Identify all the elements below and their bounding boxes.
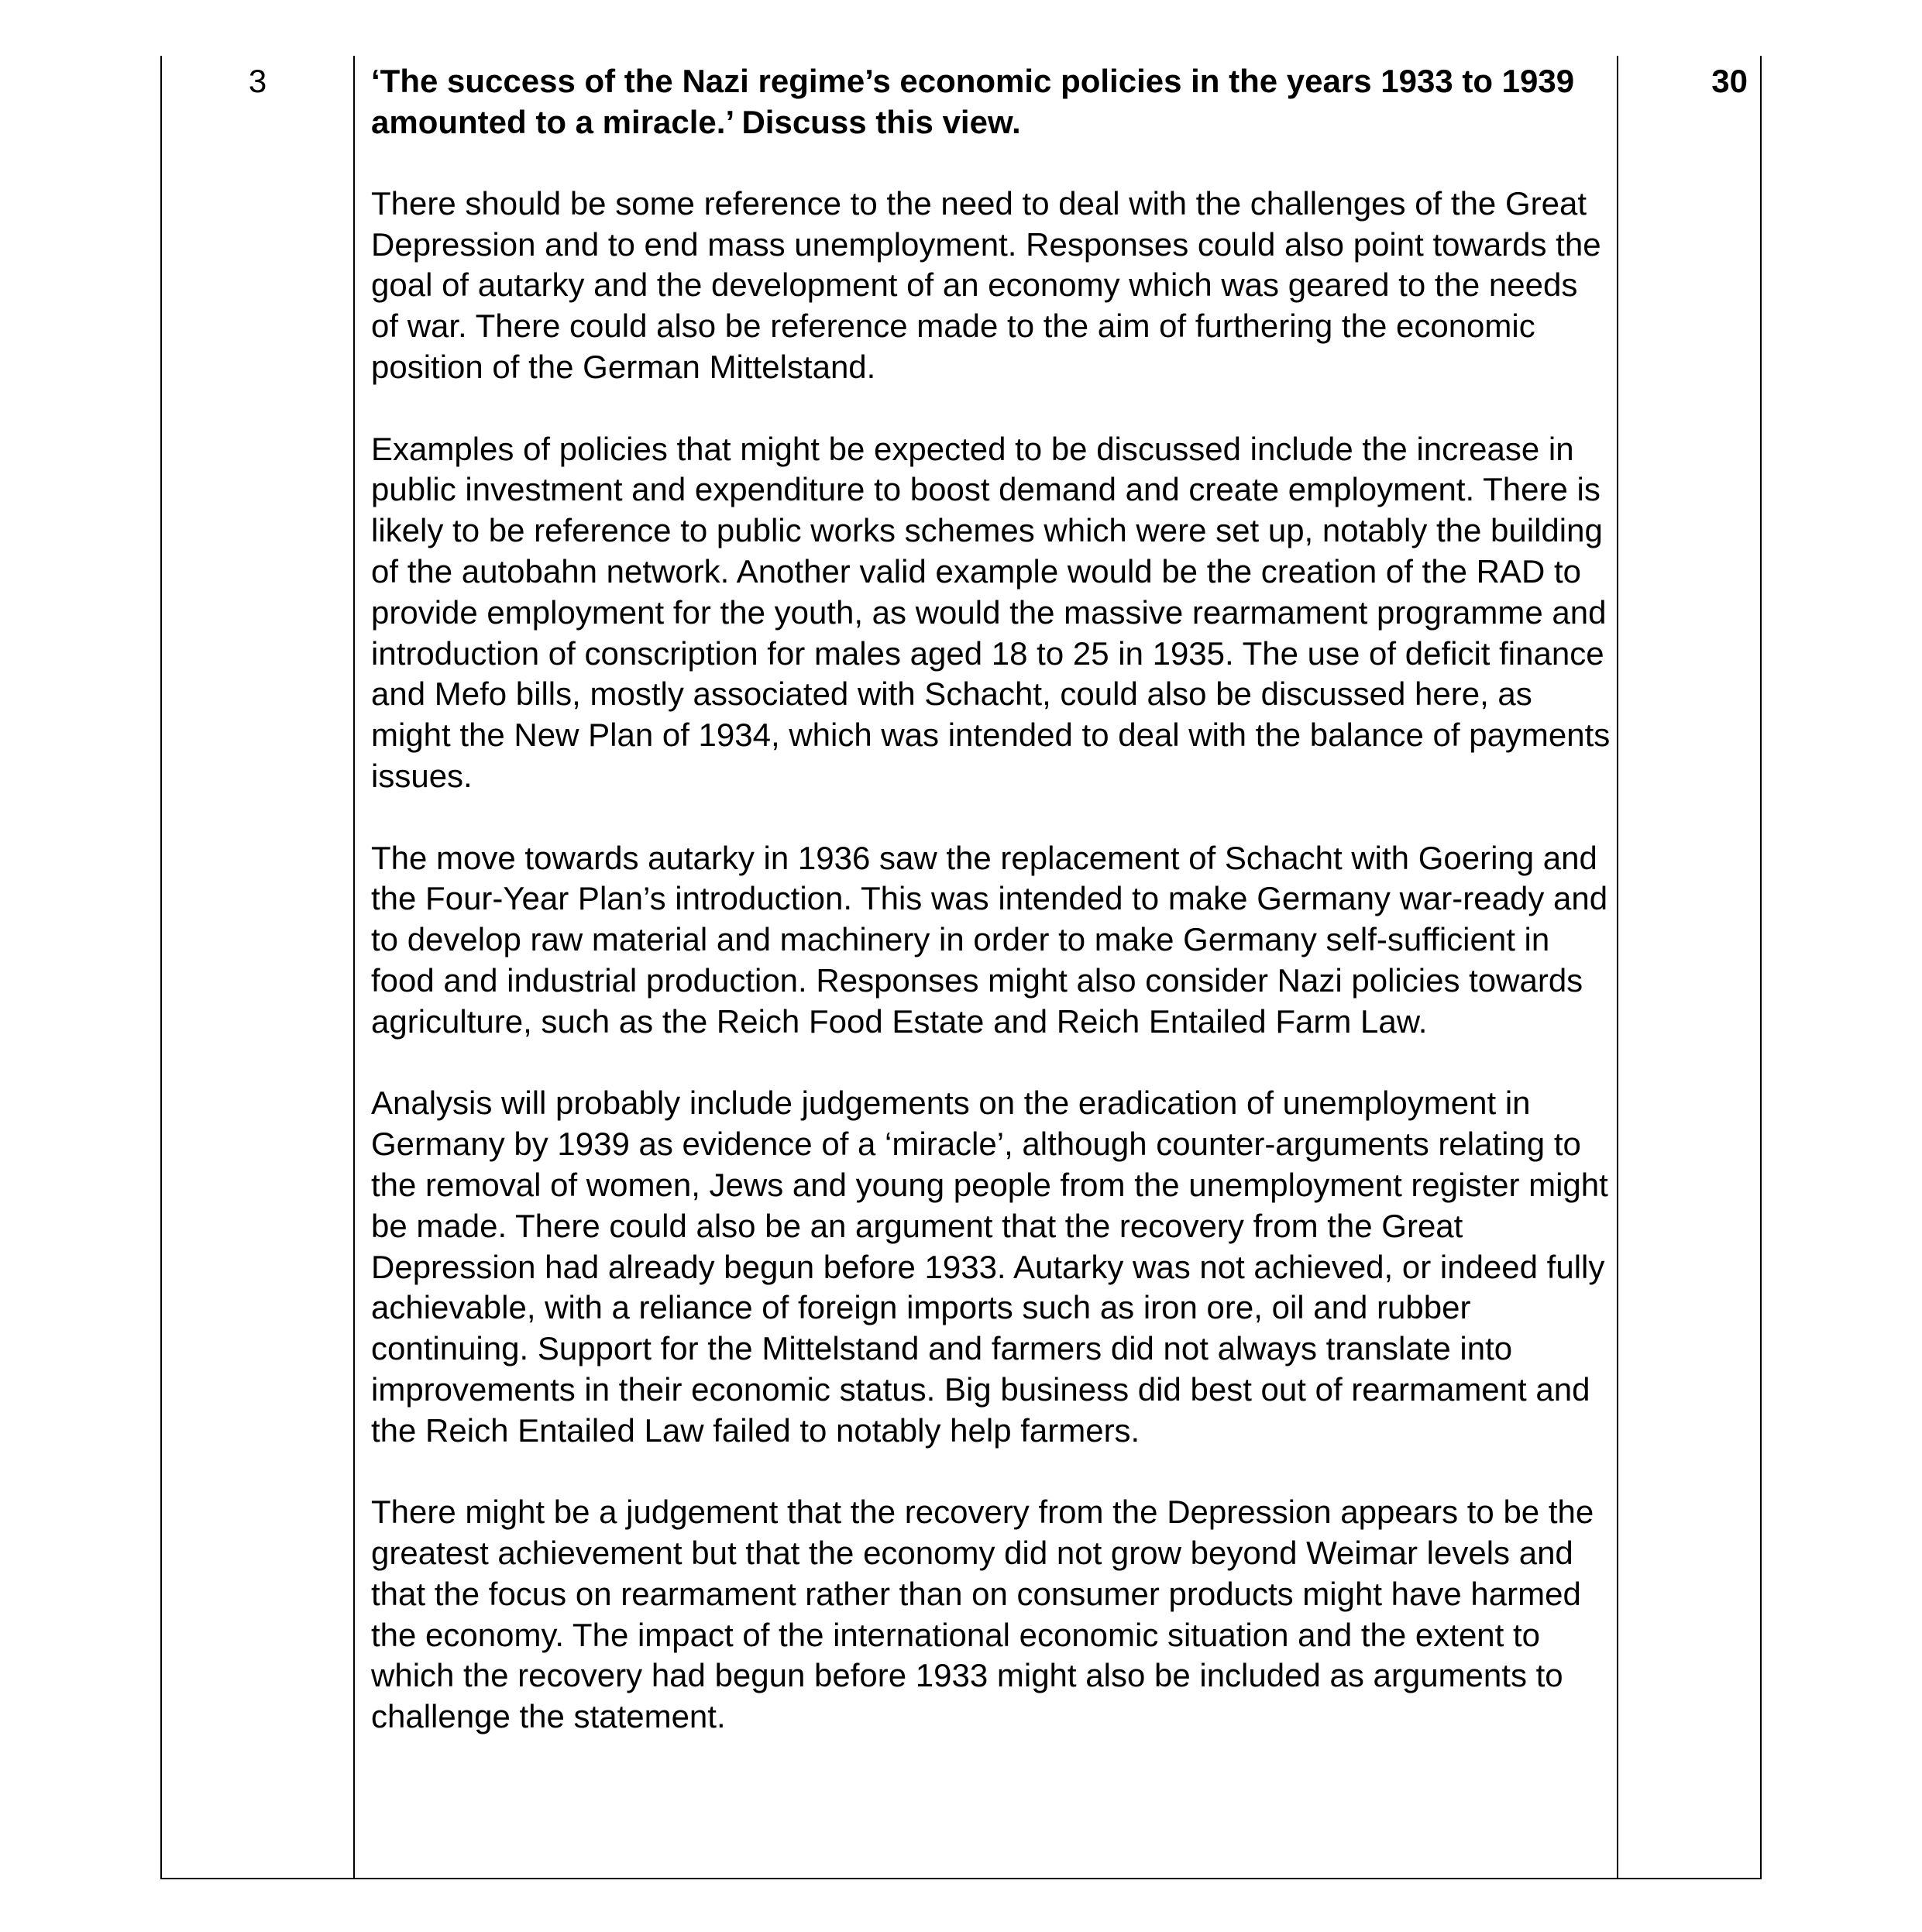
guidance-paragraph: Examples of policies that might be expected to be discussed include the increase in public investment and expenditure to boost demand and create employment. There is likely to be reference to public works schemes which were set up, notably the building of the autobahn network. Another valid example would be the creation of the RAD to provide employment for the youth, as would the massive rearmament programme and introduction of conscription for males aged 18 to 25 in 1935. The use of deficit finance and Mefo bills, mostly associated with Schacht, could also be discussed here, as might the New Plan of 1934, which was intended to deal with the balance of payments issues.	[371, 430, 1611, 794]
column-divider	[1617, 56, 1618, 1878]
question-number: 3	[248, 63, 267, 99]
answer-guidance	[371, 60, 1611, 1738]
guidance-paragraph: Analysis will probably include judgements on the eradication of unemployment in Germany by 1939 as evidence of a ‘miracle’, although counter-arguments relating to the removal of women, Jews and young people from the unemployment register might be made. There could also be an argument that the recovery from the Great Depression had already begun before 1933. Autarky was not achieved, or indeed fully achievable, with a reliance of foreign imports such as iron ore, oil and rubber continuing. Support for the Mittelstand and farmers did not always translate into improvements in their economic status. Big business did best out of rearmament and the Reich Entailed Law failed to notably help farmers.	[371, 1085, 1608, 1449]
marks-value: 30	[1711, 63, 1748, 99]
question-text: ‘The success of the Nazi regime’s economic policies in the years 1933 to 1939 amounted to a miracle.’ Discuss this view.	[371, 63, 1575, 140]
guidance-paragraph: There might be a judgement that the recovery from the Depression appears to be the greatest achievement but that the economy did not grow beyond Weimar levels and that the focus on rearmament rather than on consumer products might have harmed the economy. The impact of the international economic situation and the extent to which the recovery had begun before 1933 might also be included as arguments to challenge the statement.	[371, 1494, 1594, 1735]
mark-scheme-table	[160, 56, 1762, 1879]
guidance-paragraph: There should be some reference to the need to deal with the challenges of the Great Depression and to end mass unemployment. Responses could also point towards the goal of autarky and the development of an economy which was geared to the needs of war. There could also be reference made to the aim of furthering the economic position of the German Mittelstand.	[371, 184, 1601, 385]
guidance-paragraph: The move towards autarky in 1936 saw the replacement of Schacht with Goering and the Four-Year Plan’s introduction. This was intended to make Germany war-ready and to develop raw material and machinery in order to make Germany self-sufficient in food and industrial production. Responses might also consider Nazi policies towards agriculture, such as the Reich Food Estate and Reich Entailed Farm Law.	[371, 839, 1608, 1040]
column-divider	[353, 56, 355, 1878]
